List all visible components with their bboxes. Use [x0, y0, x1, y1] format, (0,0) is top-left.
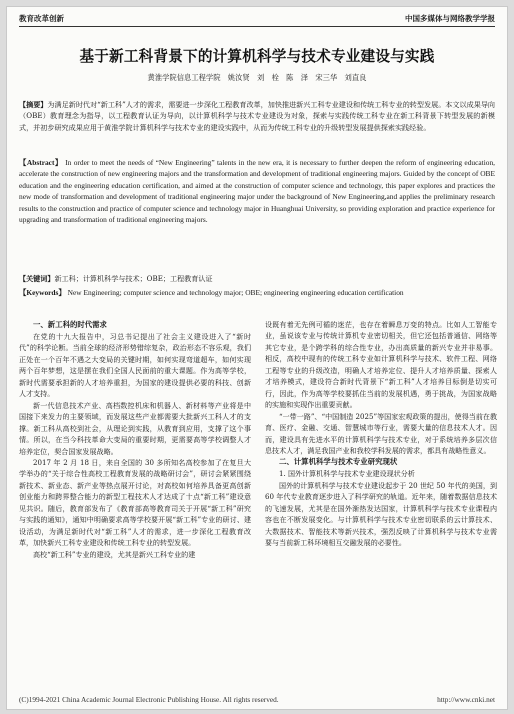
- abstract-cn-text: 为满足新时代对“新工科”人才的需求，需要进一步深化工程教育改革，加快推进新兴工科专业建设和传统工科专业的转型发展。本文以成果导向（OBE）教育理念为指导，以工程教育认证为导向，以计算机科学与技术专业建设为对象，探索与实践传统工科专业在新工科背景下转型发展的新模式，并初步研究成果应用于黄淮学院计算机科学与技术专业的建设实践中，从而为传统工科专业的升级转型发展提供探索实践经验。: [19, 100, 496, 132]
- keywords-en-label: 【Keywords】: [19, 288, 66, 297]
- keywords-en: [19, 287, 495, 298]
- keywords-en-text: New Engineering; computer science and technology major; OBE; engineering engineering education certification: [67, 288, 404, 297]
- keywords-cn-label: 【关键词】: [19, 274, 55, 283]
- section-heading-2: 二、计算机科学与技术专业研究现状: [279, 457, 398, 467]
- paragraph: 在党的十九大报告中，习总书记提出了社会主义建设进入了“新时代”的科学论断。当前全球的经济形势错综复杂，政治形态不容乐观，我们正处在一个百年不遇之大变局的关键时期，如何实现弯道超车，如何实现两个百年梦想，这是摆在我们全国人民面前的重大课题。作为高等学校，新时代需要承担新的人才培养重担，为国家的建设提供必要的科技、创新人才支持。: [19, 332, 251, 399]
- paragraph: 高校“新工科”专业的建设，尤其是新兴工科专业的建: [33, 549, 196, 559]
- body-left-column: [19, 319, 251, 560]
- subsection-heading-2-1: 1. 国外计算机科学与技术专业建设现状分析: [279, 469, 415, 479]
- paragraph: “一带一路”、“中国制造 2025”等国家宏观政策的提出，使得当前在教育、医疗、金融、交通、智慧城市等行业，需要大量的信息技术人才。因而，建设具有先进水平的计算机科学与技术专业，对于系统培养多层次信息技术人才，满足我国产业和我校学科发展的需求，都具有战略性意义。: [265, 411, 497, 455]
- cnki-footer: [19, 695, 495, 704]
- abstract-en: [19, 157, 495, 225]
- header-journal-name: 中国多媒体与网络教学学报: [405, 14, 495, 23]
- cnki-url: http://www.cnki.net: [437, 695, 495, 704]
- header-column-name: 教育改革创新: [19, 14, 64, 23]
- paragraph: 2017 年 2 月 18 日，来自全国的 30 多所知名高校参加了在复旦大学举办的“关于综合性高校工程教育发展的战略研讨会”，研讨会紧紧围绕新技术、新业态、新产业等热点展开讨论，对高校如何培养具备更高创新创业能力和跨界整合能力的新型工程技术人才达成了十点“新工科”建设意见共识。随后，教育部发布了《教育部高等教育司关于开展“新工科”研究与实践的通知》，通知中明确要求高等学校要开展“新工科”专业的研讨、建设活动，为满足新时代对“新工科”人才的需求，进一步深化工程教育改革，加快新兴工科专业建设和传统工科专业的转型发展。: [19, 457, 251, 548]
- paragraph: 新一代信息技术产业、高档数控机床和机器人、新材料等产业将是中国接下来发力的主要领域，而发展这些产业都需要大批新兴工科人才的支撑。新工科从高校到社会，从理论到实践，从教育到应用，支撑了这个事情。所以，在当今科技革命大变局的重要时期，更需要高等学校调整人才培养定位，契合国家发展战略。: [19, 400, 251, 456]
- keywords-cn-text: 新工科；计算机科学与技术；OBE；工程教育认证: [54, 274, 213, 283]
- abstract-en-text: In order to meet the needs of “New Engineering” talents in the new era, it is necessary to further deepen the reform of engineering education, accelerate the construction of new engineering majors and the transformation and development of traditional engineering majors. Guided by the concept of OBE education and the engineering education certification, and aimed at the construction of computer science and technology, this paper explores and practices the new mode of transformation and development of traditional engineering major under the background of New Engineering,and applies the preliminary research results to the construction and practice of computer science and technology major in Huanghuai University, so providing exploration and practice experience for upgrading and transformation of traditional engineering majors.: [19, 158, 495, 225]
- running-header: [19, 13, 495, 25]
- paper-title: 基于新工科背景下的计算机科学与技术专业建设与实践: [79, 48, 435, 65]
- abstract-cn-label: 【摘要】: [19, 100, 48, 109]
- header-rule: [19, 26, 495, 27]
- journal-page: [6, 6, 508, 710]
- section-heading-1: 一、新工科的时代需求: [33, 320, 107, 329]
- abstract-en-label: 【Abstract】: [19, 158, 63, 167]
- authors-affiliation: 黄淮学院信息工程学院 姚汝贤 刘 栓 陈 泽 宋三华 刘直良: [147, 73, 367, 82]
- paragraph: 设既有着无先例可循的迷茫，也存在着瞬息万变的特点。比如人工智能专业，虽说该专业与传统计算机专业密切相关，但它还包括普通信、网络等其它专业，是个跨学科的综合性专业，办出高质量的新兴专业并非易事。相反，高校中现有的传统工科专业如计算机科学与技术、软件工程、网络工程等专业的升级改造，明确人才培养定位、提升人才培养质量、探索人才培养模式，建设符合新时代背景下“新工科”人才培养目标倒是切实可行，因此，作为高等学校要抓住当前的发展机遇，勇于挑战，为国家战略的实施和实现作出重要贡献。: [265, 320, 497, 410]
- copyright-notice: (C)1994-2021 China Academic Journal Electronic Publishing House. All rights reserved.: [19, 695, 279, 704]
- keywords-cn: [19, 273, 495, 284]
- abstract-cn: [19, 99, 495, 133]
- paragraph: 国外的计算机科学与技术专业建设起步于 20 世纪 50 年代的美国，到 60 年代专业教育逐步进入了科学研究的轨道。近年来，随着数据信息技术的飞速发展，尤其是在国外渐热发达国家，计算机科学与技术专业课程内容也在不断发展变化。与计算机科学与技术专业密切联系的云计算技术、大数据技术、智能技术等新兴技术，强烈反映了计算机科学与技术专业需要与当前新工科环境相互交融发展的必要性。: [265, 480, 497, 548]
- body-right-column: [265, 319, 497, 549]
